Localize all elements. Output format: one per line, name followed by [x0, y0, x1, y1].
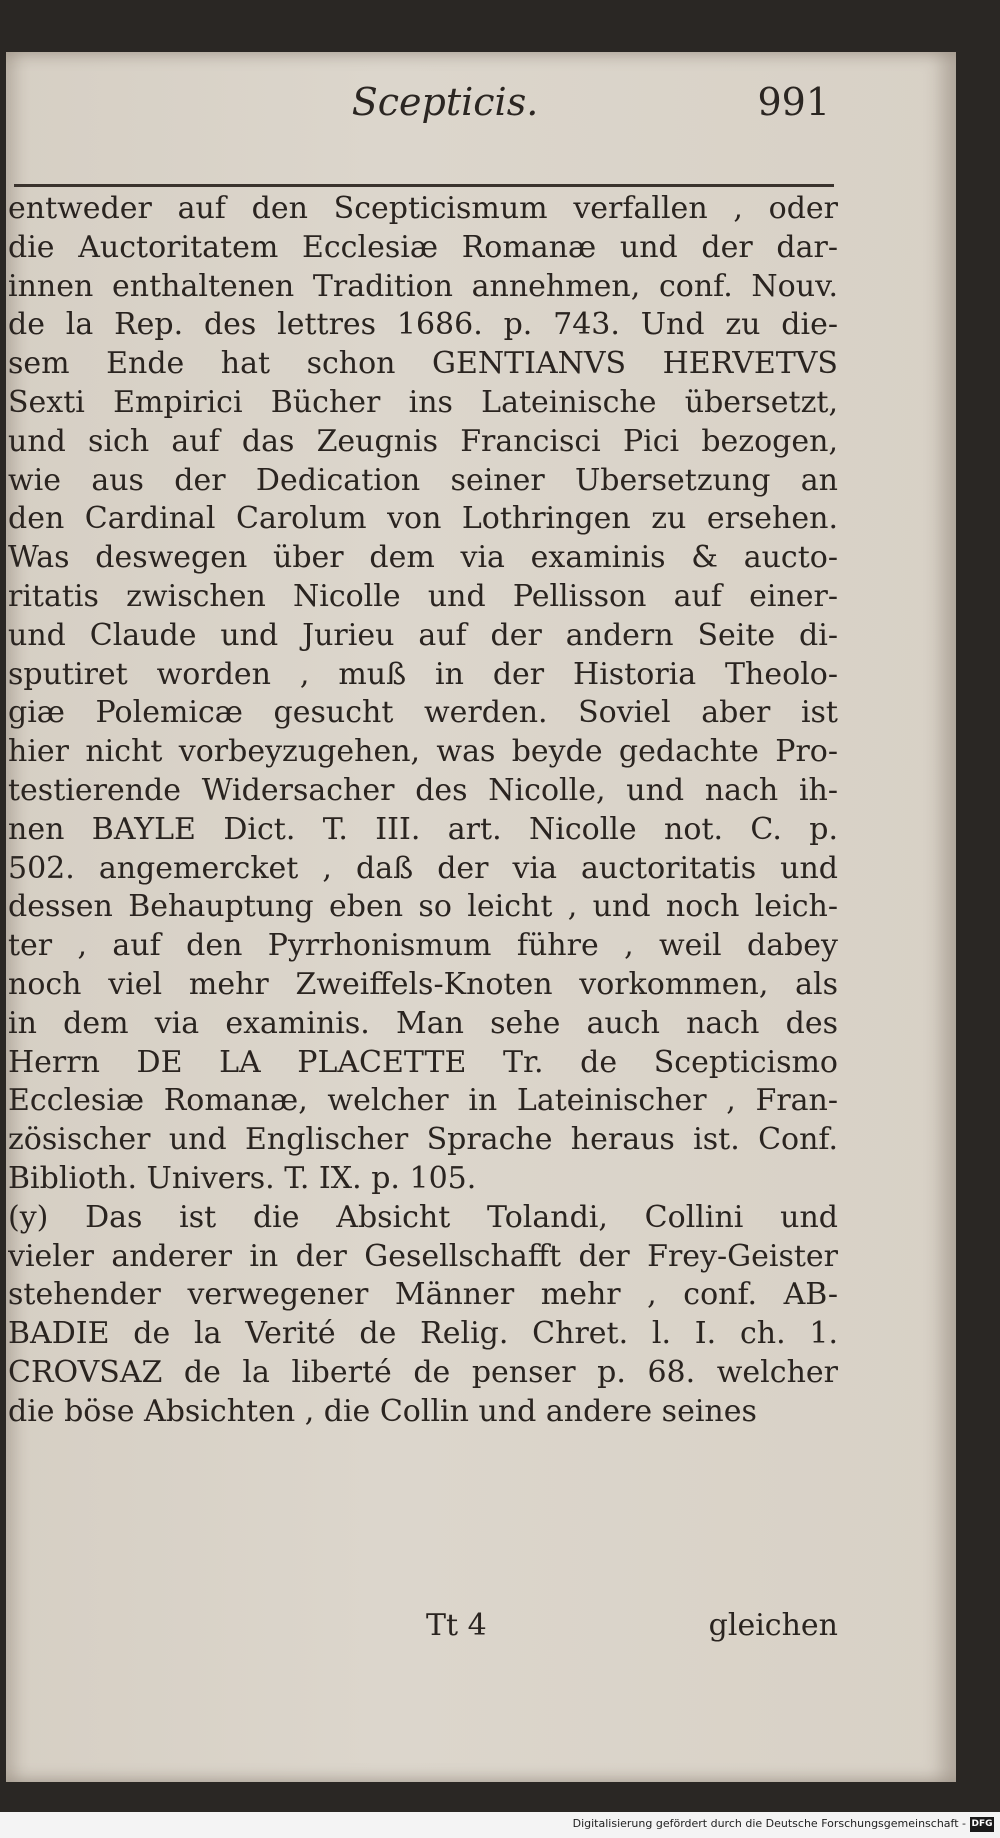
text-line: die Auctoritatem Ecclesiæ Romanæ und der dar- [8, 229, 838, 265]
text-line: CROVSAZ de la liberté de penser p. 68. welcher [8, 1354, 838, 1390]
header-rule [14, 184, 834, 187]
text-line: hier nicht vorbeyzugehen, was beyde gedachte Pro- [8, 734, 838, 770]
text-line: entweder auf den Scepticismum verfallen , oder [8, 191, 838, 226]
text-line: dessen Behauptung eben so leicht , und noch leich- [8, 889, 838, 925]
text-line: Ecclesiæ Romanæ, welcher in Lateinischer , Fran- [8, 1083, 838, 1119]
text-line: Sexti Empirici Bücher ins Lateinische übersetzt, [8, 384, 838, 420]
text-line: Herrn DE LA PLACETTE Tr. de Scepticismo [8, 1044, 838, 1080]
body-text [8, 190, 838, 1432]
catch-line [8, 1608, 838, 1648]
text-line: sem Ende hat schon GENTIANVS HERVETVS [8, 346, 838, 382]
credit-text: Digitalisierung gefördert durch die Deutsche Forschungsgemeinschaft - [572, 1817, 966, 1830]
dfg-logo: DFG [970, 1817, 994, 1832]
text-line: wie aus der Dedication seiner Ubersetzung an [8, 462, 838, 498]
signature-mark: Tt 4 [426, 1608, 487, 1643]
text-line: innen enthaltenen Tradition annehmen, conf. Nouv. [8, 268, 838, 304]
text-line: BADIE de la Verité de Relig. Chret. l. I. ch. 1. [8, 1316, 838, 1352]
text-line: vieler anderer in der Gesellschafft der Frey-Geister [8, 1238, 838, 1274]
text-line: und Claude und Jurieu auf der andern Seite di- [8, 617, 838, 653]
text-line: sputiret worden , muß in der Historia Theolo- [8, 656, 838, 692]
text-line: testierende Widersacher des Nicolle, und nach ih- [8, 772, 838, 808]
text-line: und sich auf das Zeugnis Francisci Pici bezogen, [8, 423, 838, 459]
text-line: ter , auf den Pyrrhonismum führe , weil dabey [8, 928, 838, 964]
text-line: die böse Absichten , die Collin und andere seines [8, 1393, 757, 1429]
catchword: gleichen [708, 1608, 838, 1643]
running-title: Scepticis. [351, 80, 539, 124]
credit-bar [0, 1812, 1000, 1838]
text-line: den Cardinal Carolum von Lothringen zu ersehen. [8, 501, 838, 537]
text-line: in dem via examinis. Man sehe auch nach des [8, 1005, 838, 1041]
page-number: 991 [757, 80, 830, 124]
text-line: zösischer und Englischer Sprache heraus ist. Conf. [8, 1122, 838, 1158]
text-line: ritatis zwischen Nicolle und Pellisson auf einer- [8, 578, 838, 614]
text-line: Biblioth. Univers. T. IX. p. 105. [8, 1160, 477, 1196]
text-line: 502. angemercket , daß der via auctoritatis und [8, 850, 838, 886]
text-line: nen BAYLE Dict. T. III. art. Nicolle not. C. p. [8, 811, 838, 847]
text-line: Was deswegen über dem via examinis & aucto- [8, 540, 838, 576]
text-line: de la Rep. des lettres 1686. p. 743. Und zu die- [8, 307, 838, 343]
text-line: noch viel mehr Zweiffels-Knoten vorkommen, als [8, 966, 838, 1002]
text-line: stehender verwegener Männer mehr , conf. AB- [8, 1277, 838, 1313]
text-line: giæ Polemicæ gesucht werden. Soviel aber ist [8, 695, 838, 731]
text-line: (y) Das ist die Absicht Tolandi, Collini und [8, 1199, 838, 1235]
